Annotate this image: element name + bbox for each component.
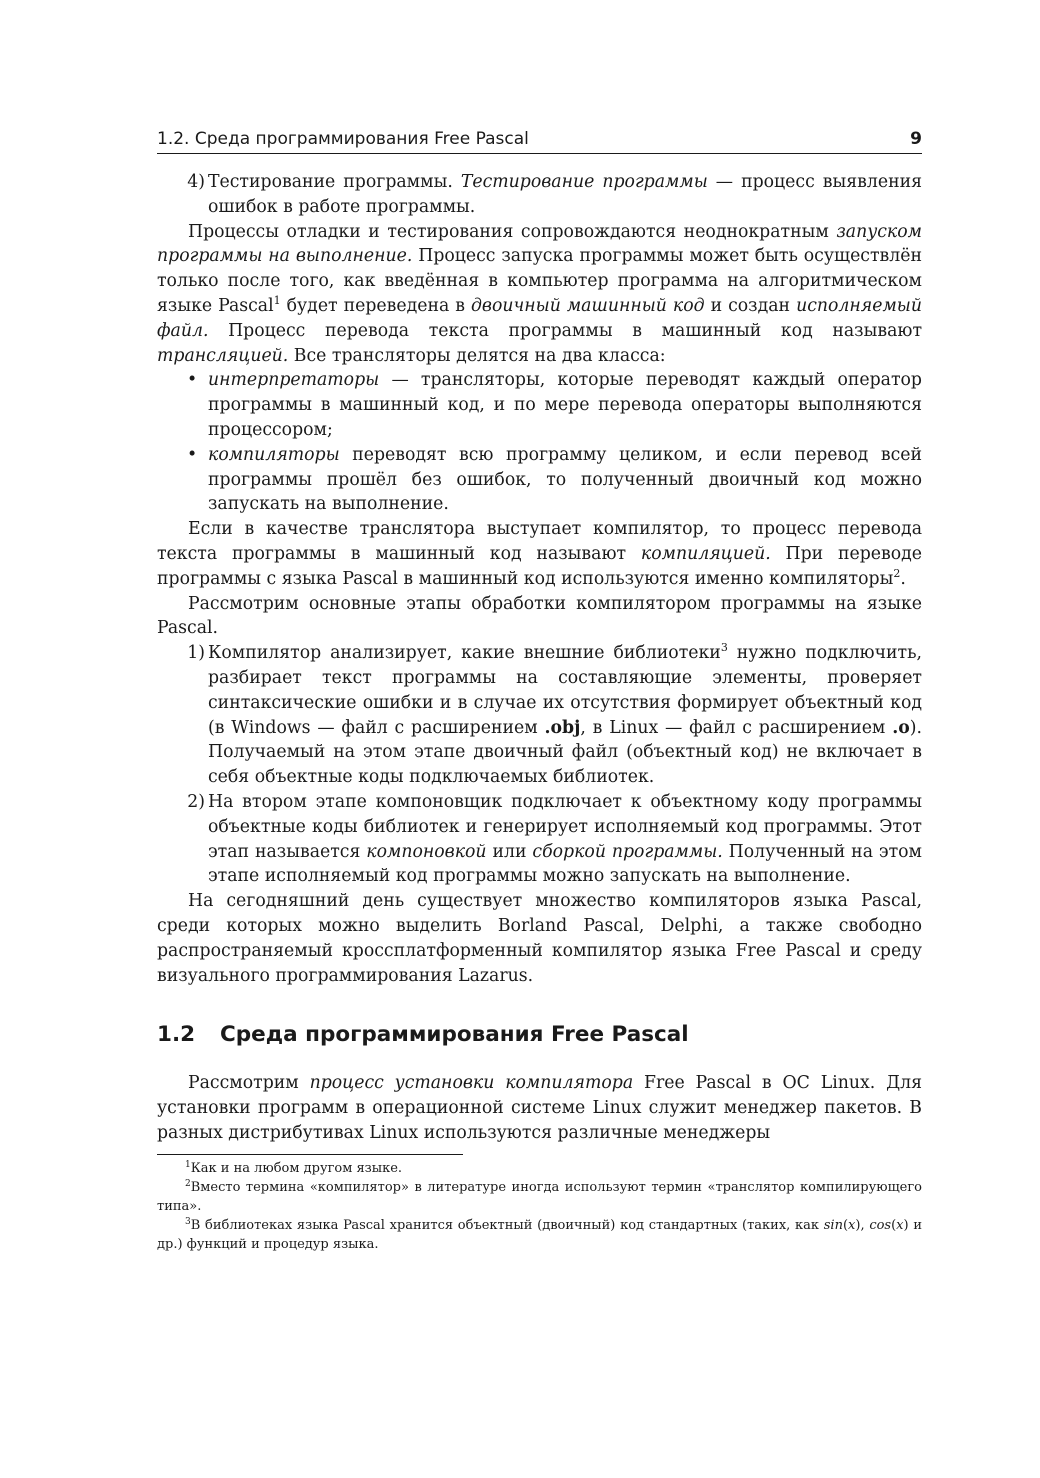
math: ( bbox=[891, 1217, 897, 1233]
text: нужно подключить, разбирает текст программы на составляющие элементы, проверяет синтаксические ошибки и в случае их отсутствия формирует объектный код (в Windows — файл с расширением bbox=[208, 643, 922, 738]
text: — трансляторы, которые переводят каждый оператор программы в машинный код, и по мере перевода операторы выполняются процессором; bbox=[208, 370, 922, 440]
running-header bbox=[157, 128, 922, 154]
footnote-ref-2[interactable]: 2 bbox=[893, 566, 901, 580]
paragraph-compilers-list: На сегодняшний день существует множество компиляторов языка Pascal, среди которых можно выделить Borland Pascal, Delphi, а также свободно распространяемый кроссплатформенный компилятор языка Free Pascal и среду визуального программирования Lazarus. bbox=[157, 891, 922, 986]
text: Полученный на этом этапе исполняемый код программы можно запускать на выполнение. bbox=[208, 841, 922, 887]
math: sin bbox=[823, 1217, 843, 1233]
body-text bbox=[157, 170, 922, 1254]
term: двоичный машинный код bbox=[470, 295, 705, 316]
term: исполняемый файл. bbox=[157, 295, 922, 341]
file-extension: .obj bbox=[544, 717, 581, 738]
math: x bbox=[896, 1217, 904, 1233]
term: компоновкой bbox=[366, 841, 487, 862]
page-number: 9 bbox=[910, 129, 922, 149]
text: Free Pascal в ОС Linux. Для установки программ в операционной системе Linux служит менеджер пакетов. В разных дистрибутивах Linux используются различные менеджеры bbox=[157, 1073, 923, 1143]
term: процесс установки компилятора bbox=[309, 1073, 634, 1094]
paragraph-stages: Рассмотрим основные этапы обработки компилятором программы на языке Pascal. bbox=[157, 593, 922, 639]
text: Процессы отладки и тестирования сопровождаются неоднократным bbox=[188, 221, 837, 242]
footnote-ref-1[interactable]: 1 bbox=[273, 293, 281, 307]
math: ( bbox=[842, 1217, 849, 1233]
text: Все трансляторы делятся на два класса: bbox=[288, 345, 666, 366]
text: ). Получаемый на этом этапе двоичный файл (объектный код) не включает в себя объектные коды подключаемых библиотек. bbox=[208, 717, 922, 788]
bullet-icon: • bbox=[187, 444, 198, 465]
term: компиляторы bbox=[208, 444, 340, 465]
list-item-1 bbox=[157, 641, 922, 790]
list-marker: 1) bbox=[187, 643, 205, 664]
footnote-divider bbox=[157, 1154, 463, 1155]
section-number: 1.2 bbox=[157, 1022, 196, 1048]
bullet-icon: • bbox=[187, 370, 198, 391]
term: компиляцией. bbox=[640, 543, 771, 564]
footnote-text: Как и на любом другом языке. bbox=[190, 1160, 403, 1176]
section-heading bbox=[157, 1021, 922, 1049]
term: трансляцией. bbox=[157, 345, 289, 366]
document-page bbox=[157, 128, 922, 1254]
header-title: 1.2. Среда программирования Free Pascal bbox=[157, 129, 529, 149]
text: — процесс выявления ошибок в работе программы. bbox=[208, 172, 923, 217]
footnote-number: 2 bbox=[185, 1178, 191, 1189]
text: или bbox=[486, 841, 533, 862]
bullet-item-interpreters bbox=[157, 368, 922, 442]
footnote-number: 1 bbox=[185, 1159, 191, 1170]
term: запуском программы на выполнение. bbox=[157, 221, 922, 267]
paragraph-install bbox=[157, 1071, 922, 1145]
math: x bbox=[848, 1217, 856, 1233]
footnote-ref-3[interactable]: 3 bbox=[720, 641, 728, 655]
text: При переводе программы с языка Pascal в машинный код используются именно компиляторы bbox=[157, 543, 922, 589]
footnote-3 bbox=[157, 1216, 922, 1254]
paragraph-translation bbox=[157, 220, 922, 369]
text: и создан bbox=[704, 295, 797, 316]
footnote-1 bbox=[157, 1159, 922, 1178]
file-extension: .o bbox=[892, 717, 910, 738]
term: сборкой программы. bbox=[532, 841, 723, 862]
footnote-text: и др.) функций и процедур языка. bbox=[157, 1217, 922, 1252]
list-marker: 4) bbox=[187, 172, 205, 192]
text: переводят всю программу целиком, и если перевод всей программы прошёл без ошибок, то полученный двоичный код можно запускать на выполнение. bbox=[208, 444, 922, 515]
text: Тестирование программы. bbox=[208, 172, 461, 192]
math: ) bbox=[903, 1217, 909, 1233]
footnote-number: 3 bbox=[185, 1216, 191, 1227]
term: Тестирование программы bbox=[460, 172, 708, 192]
text: На втором этапе компоновщик подключает к объектному коду программы объектные коды библиотек и генерирует исполняемый код программы. Этот этап называется bbox=[208, 791, 922, 862]
footnotes bbox=[157, 1159, 922, 1254]
list-item-4 bbox=[157, 170, 922, 220]
text: Компилятор анализирует, какие внешние библиотеки bbox=[208, 643, 721, 664]
text: , в Linux — файл с расширением bbox=[580, 717, 893, 738]
footnote-2 bbox=[157, 1178, 922, 1216]
math: cos bbox=[869, 1217, 892, 1233]
text: Процесс перевода текста программы в машинный код называют bbox=[208, 320, 922, 341]
text: Если в качестве транслятора выступает компилятор, то процесс перевода текста программы в машинный код называют bbox=[157, 519, 922, 564]
list-item-2 bbox=[157, 790, 922, 889]
text: Рассмотрим bbox=[188, 1073, 310, 1094]
section-title: Среда программирования Free Pascal bbox=[220, 1022, 689, 1048]
footnote-text: В библиотеках языка Pascal хранится объектный (двоичный) код стандартных (таких, как bbox=[190, 1217, 824, 1233]
text: будет переведена в bbox=[280, 295, 471, 316]
text: . bbox=[900, 568, 906, 589]
list-marker: 2) bbox=[187, 791, 205, 812]
footnote-text: Вместо термина «компилятор» в литературе иногда используют термин «транслятор компилирующего типа». bbox=[157, 1179, 922, 1214]
term: интерпретаторы bbox=[208, 370, 380, 391]
paragraph-compilation bbox=[157, 517, 922, 591]
text: Процесс запуска программы может быть осуществлён только после того, как введённая в компьютер программа на алгоритмическом языке Pascal bbox=[157, 246, 922, 316]
math: ), bbox=[855, 1217, 870, 1233]
bullet-item-compilers bbox=[157, 443, 922, 517]
